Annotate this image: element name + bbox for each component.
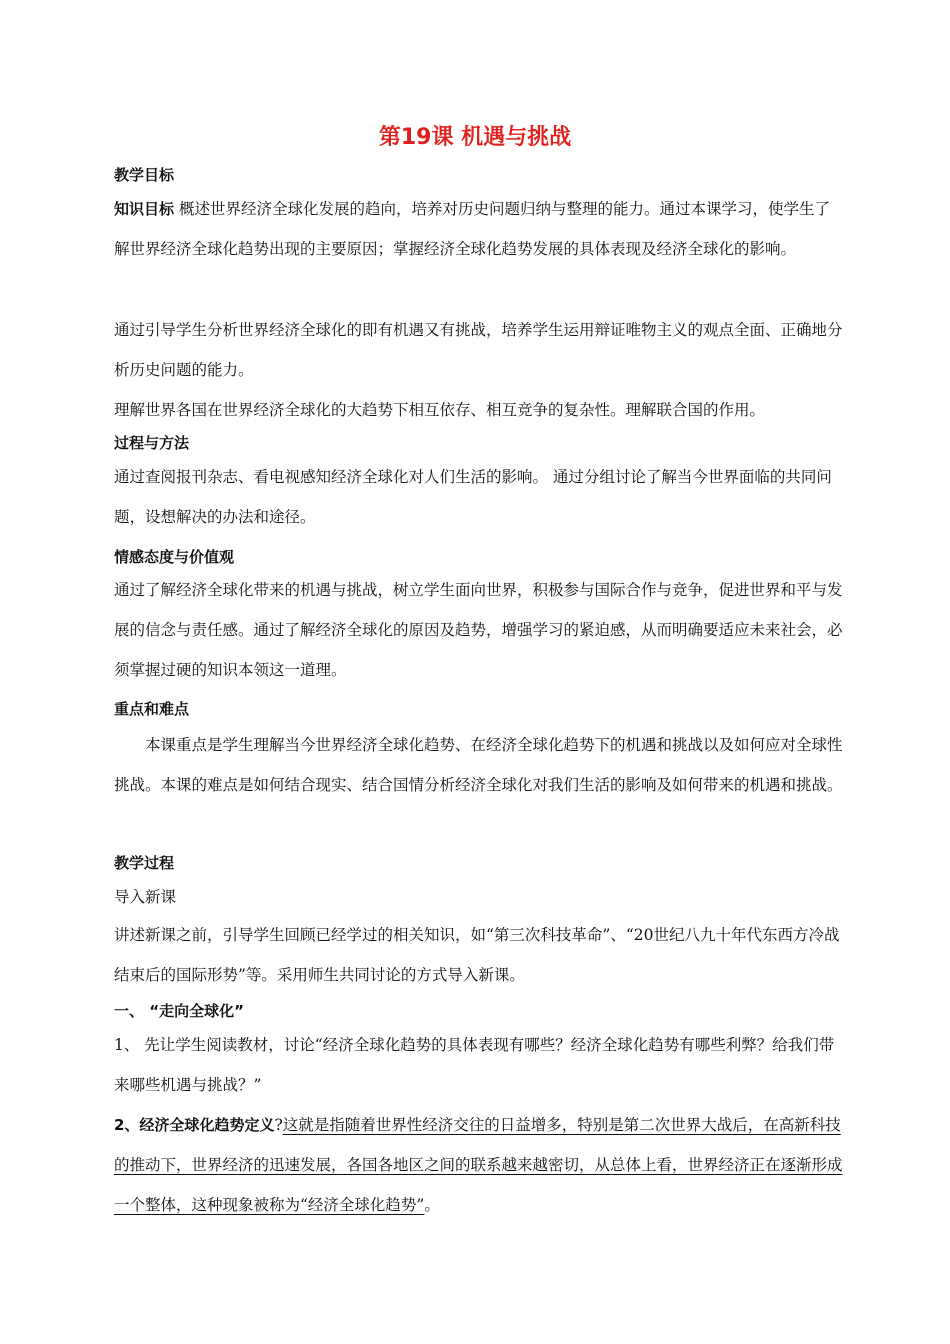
item-2-end: 。	[424, 1196, 440, 1214]
heading-process-method: 过程与方法	[114, 434, 190, 452]
item-2-question-mark: ?	[274, 1116, 283, 1134]
paragraph-process-method: 通过查阅报刊杂志、看电视感知经济全球化对人们生活的影响。 通过分组讨论了解当今世界面临的共同问题，设想解决的办法和途径。	[114, 468, 832, 526]
paragraph-emotion: 通过了解经济全球化带来的机遇与挑战，树立学生面向世界，积极参与国际合作与竞争，促进世界和平与发展的信念与责任感。通过了解经济全球化的原因及趋势，增强学习的紧迫感，从而明确要适应未来社会，必须掌握过硬的知识本领这一道理。	[114, 581, 843, 679]
paragraph-understand: 理解世界各国在世界经济全球化的大趋势下相互依存、相互竞争的复杂性。理解联合国的作用。	[114, 401, 766, 419]
paragraph-key-points: 本课重点是学生理解当今世界经济全球化趋势、在经济全球化趋势下的机遇和挑战以及如何应对全球性挑战。本课的难点是如何结合现实、结合国情分析经济全球化对我们生活的影响及如何带来的机遇和挑战。	[114, 736, 843, 794]
page-title: 第19课 机遇与挑战	[378, 125, 572, 150]
paragraph-knowledge-goal	[114, 189, 844, 269]
knowledge-goal-text: 概述世界经济全球化发展的趋向，培养对历史问题归纳与整理的能力。通过本课学习，使学生了解世界经济全球化趋势出现的主要原因；掌握经济全球化趋势发展的具体表现及经济全球化的影响。	[114, 200, 830, 258]
heading-key-points: 重点和难点	[114, 700, 190, 718]
knowledge-goal-label: 知识目标	[114, 200, 175, 218]
item-2-definition: 这就是指随着世界性经济交往的日益增多，特别是第二次世界大战后，在高新科技的推动下，世界经济的迅速发展，各国各地区之间的联系越来越密切，从总体上看，世界经济正在逐渐形成一个整体，这种现象被称为“经济全球化趋势”	[114, 1116, 843, 1214]
paragraph-item-1: 1、 先让学生阅读教材，讨论“经济全球化趋势的具体表现有哪些？经济全球化趋势有哪些利弊？给我们带来哪些机遇与挑战？”	[114, 1036, 835, 1094]
paragraph-analysis: 通过引导学生分析世界经济全球化的即有机遇又有挑战，培养学生运用辩证唯物主义的观点全面、正确地分析历史问题的能力。	[114, 321, 843, 379]
heading-emotion: 情感态度与价值观	[114, 548, 235, 566]
heading-teaching-process: 教学过程	[114, 854, 175, 872]
item-2-label: 2、经济全球化趋势定义	[114, 1116, 275, 1134]
paragraph-intro: 讲述新课之前，引导学生回顾已经学过的相关知识，如“第三次科技革命”、“20世纪八九十年代东西方冷战结束后的国际形势”等。采用师生共同讨论的方式导入新课。	[114, 926, 840, 984]
heading-teaching-goals: 教学目标	[114, 166, 175, 184]
intro-label: 导入新课	[114, 888, 177, 906]
heading-section-1: 一、 “走向全球化”	[114, 1002, 244, 1020]
paragraph-item-2	[114, 1105, 844, 1225]
